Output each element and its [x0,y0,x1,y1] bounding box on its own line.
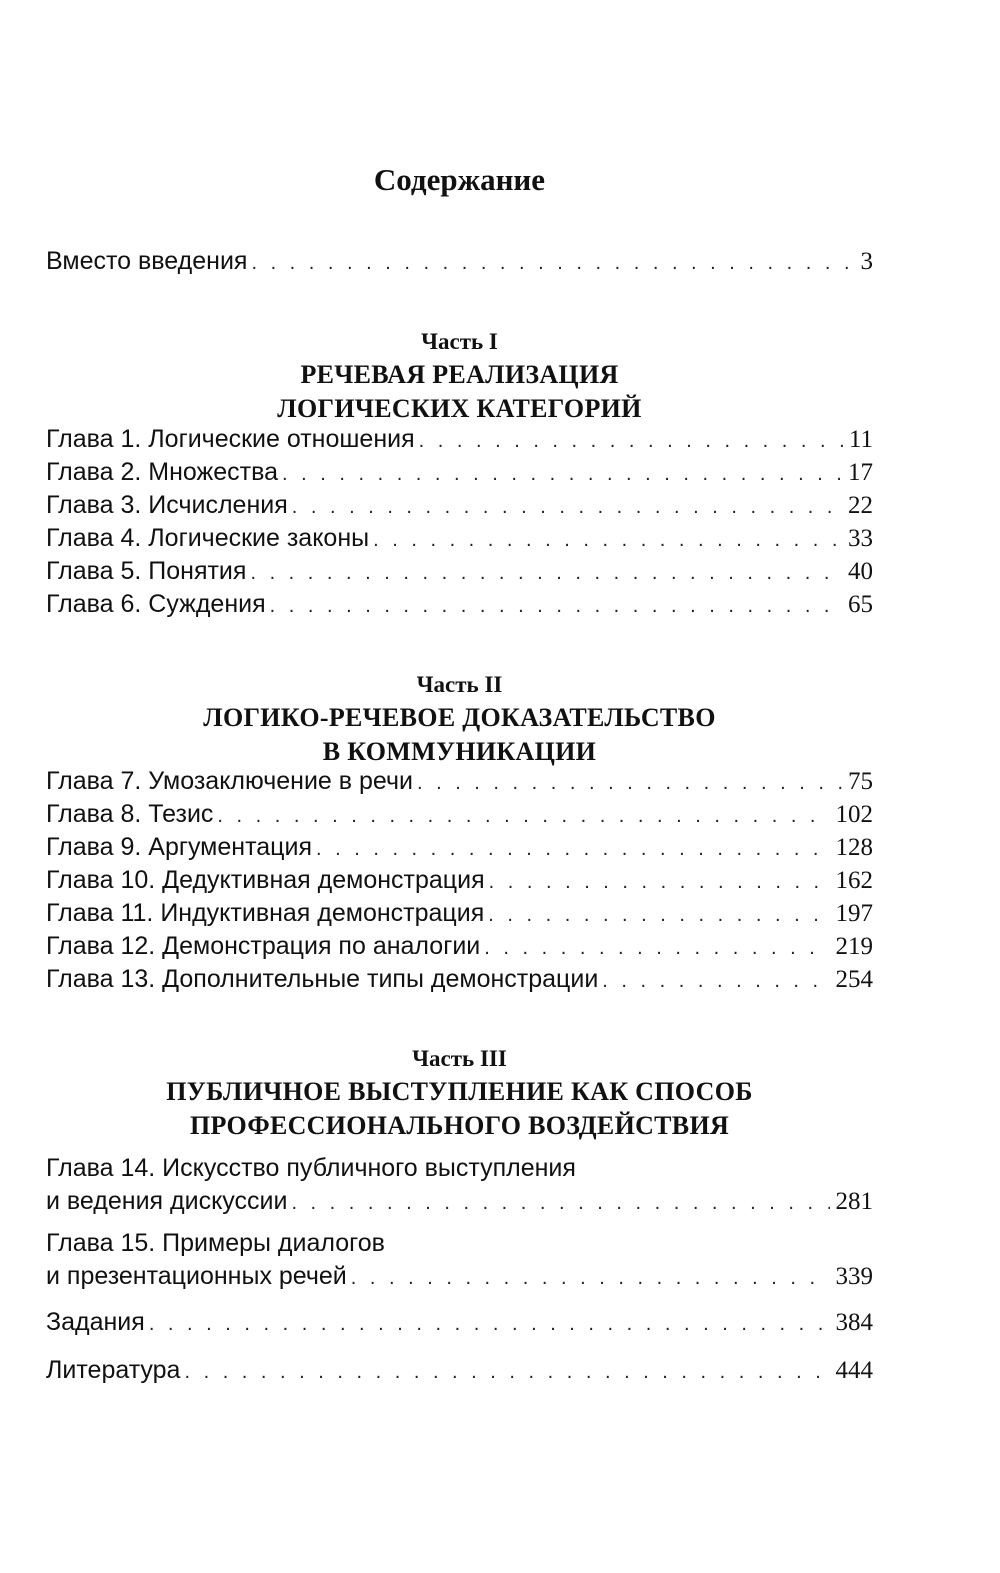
toc-entry-chapter-5 [46,555,873,590]
toc-entry-chapter-3 [46,489,873,524]
toc-entry-chapter-12 [46,930,873,965]
toc-page-number: 219 [835,933,873,960]
part-label: Часть I [421,329,498,354]
toc-entry-intro [46,245,873,280]
toc-entry-label: Глава 12. Демонстрация по аналогии [46,932,481,960]
dot-leader [251,247,854,280]
dot-leader [316,833,830,866]
toc-page-number: 11 [848,426,873,453]
dot-leader [373,524,842,557]
toc-entry-label: Глава 15. Примеры диалогов [46,1229,385,1257]
toc-entry-label: Глава 3. Исчисления [46,491,288,519]
toc-page-number: 17 [848,459,873,486]
part-label: Часть III [412,1046,507,1071]
part-title-line: ПРОФЕССИОНАЛЬНОГО ВОЗДЕЙСТВИЯ [189,1111,730,1140]
toc-entry-tasks [46,1306,873,1341]
toc-page-number: 339 [835,1263,873,1290]
dot-leader [484,932,829,965]
toc-entry-label: Литература [46,1356,181,1384]
toc-entry-label: Задания [46,1308,145,1336]
page-title: Содержание [373,162,546,197]
part-title-line: ПУБЛИЧНОЕ ВЫСТУПЛЕНИЕ КАК СПОСОБ [166,1077,753,1106]
part-heading-3 [46,1043,873,1143]
toc-page-number: 281 [835,1188,873,1215]
toc-page-number: 197 [835,900,873,927]
part-title-line: ЛОГИЧЕСКИХ КАТЕГОРИЙ [277,394,642,423]
toc-entry-label: Глава 14. Искусство публичного выступления [46,1154,576,1182]
toc-entry-chapter-1 [46,423,873,458]
toc-entry-literature [46,1354,873,1389]
toc-entry-chapter-9 [46,831,873,866]
dot-leader [417,767,842,800]
dot-leader [270,590,842,623]
dot-leader [419,425,843,458]
toc-page-number: 444 [835,1357,873,1384]
dot-leader [250,557,842,590]
dot-leader [602,965,829,998]
dot-leader [489,866,830,899]
toc-entry-label-continued: и презентационных речей [46,1262,347,1290]
dot-leader [292,491,842,524]
toc-page-number: 162 [835,867,873,894]
dot-leader [291,1187,829,1220]
toc-entry-chapter-11 [46,897,873,932]
toc-page-number: 33 [848,525,873,552]
toc-entry-label: Глава 11. Индуктивная демонстрация [46,899,485,927]
part-heading-2 [46,669,873,769]
toc-entry-label: Глава 2. Множества [46,458,279,486]
dot-leader [217,800,829,833]
toc-entry-chapter-14 [46,1152,873,1220]
dot-leader [351,1262,830,1295]
toc-entry-label: Глава 7. Умозаключение в речи [46,767,413,795]
toc-entry-chapter-15 [46,1227,873,1295]
toc-page-number: 102 [835,801,873,828]
part-title-line: ЛОГИКО-РЕЧЕВОЕ ДОКАЗАТЕЛЬСТВО [203,703,716,732]
toc-page-number: 128 [835,834,873,861]
toc-page-number: 75 [848,768,873,795]
toc-page-number: 254 [835,966,873,993]
toc-entry-label: Вместо введения [46,247,248,275]
toc-page-number: 22 [848,492,873,519]
dot-leader [282,458,842,491]
toc-page-number: 384 [835,1309,873,1336]
toc-entry-label: Глава 9. Аргументация [46,833,312,861]
toc-page-number: 3 [860,248,873,275]
toc-entry-chapter-10 [46,864,873,899]
toc-entry-chapter-6 [46,588,873,623]
toc-entry-chapter-13 [46,963,873,998]
toc-entry-label: Глава 6. Суждения [46,590,266,618]
dot-leader [184,1356,829,1389]
part-heading-1 [46,326,873,426]
dot-leader [488,899,829,932]
part-title-line: РЕЧЕВАЯ РЕАЛИЗАЦИЯ [300,360,619,389]
dot-leader [149,1308,830,1341]
toc-entry-chapter-2 [46,456,873,491]
toc-entry-label: Глава 13. Дополнительные типы демонстрации [46,965,599,993]
toc-entry-label: Глава 8. Тезис [46,800,214,828]
toc-page-number: 65 [848,591,873,618]
part-label: Часть II [416,672,503,697]
toc-entry-chapter-8 [46,798,873,833]
toc-entry-label: Глава 5. Понятия [46,557,247,585]
toc-entry-label: Глава 10. Дедуктивная демонстрация [46,866,485,894]
toc-entry-chapter-7 [46,765,873,800]
toc-entry-label-continued: и ведения дискуссии [46,1187,288,1215]
toc-entry-chapter-4 [46,522,873,557]
part-title-line: В КОММУНИКАЦИИ [322,737,597,766]
toc-entry-label: Глава 4. Логические законы [46,524,370,552]
toc-entry-label: Глава 1. Логические отношения [46,425,415,453]
toc-page-number: 40 [848,558,873,585]
